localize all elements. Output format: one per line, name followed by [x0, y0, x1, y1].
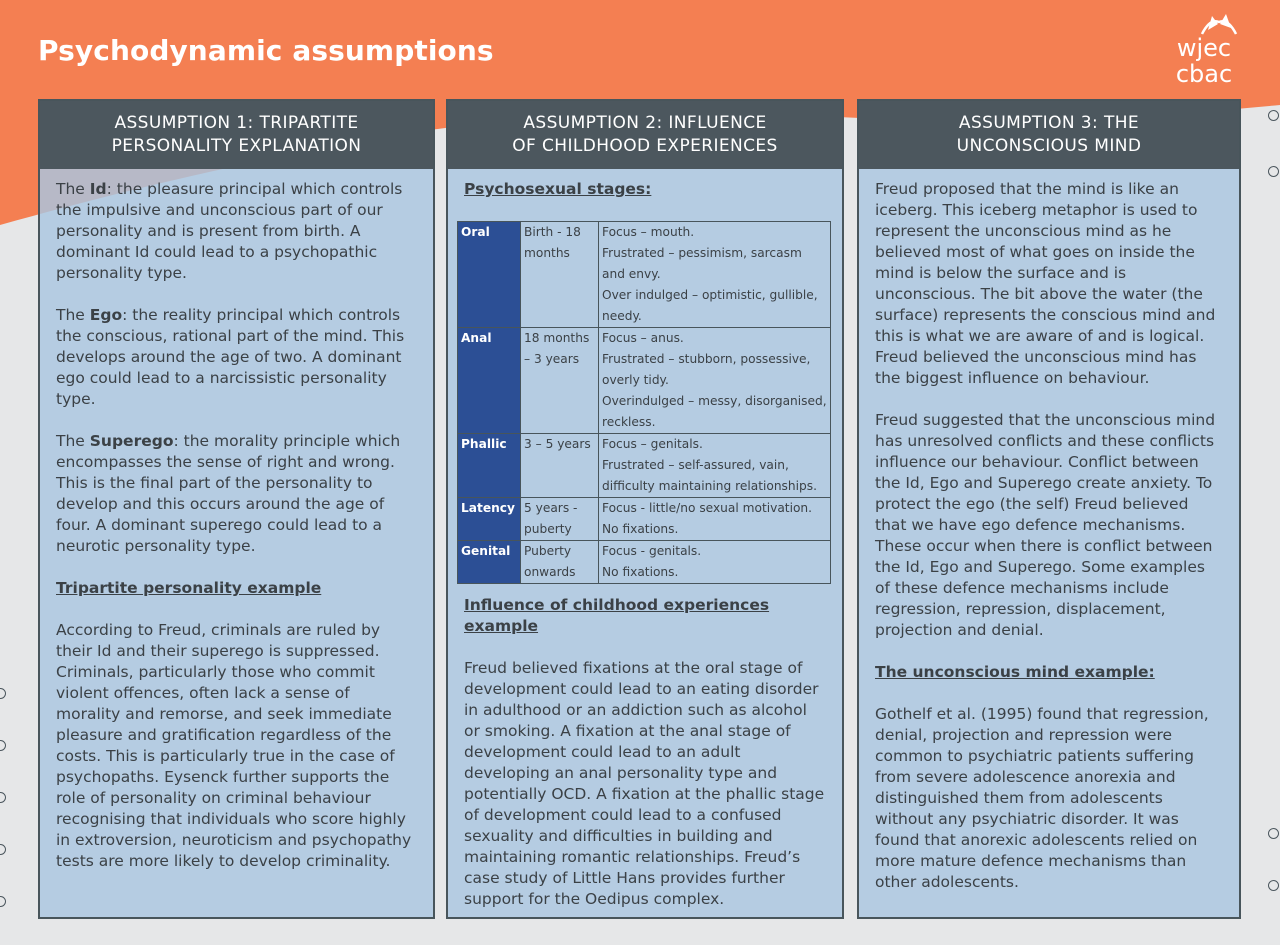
stage-focus-line: Overindulged – messy, disorganised, reckless. [602, 394, 827, 429]
superego-text: : the morality principle which encompasses the sense of right and wrong. This is the final part of the personality to develop and this occurs around the age of four. A dominant superego could lead to a neurotic personality type. [56, 432, 401, 555]
stage-focus-line: Focus - genitals. [602, 544, 702, 558]
tripartite-example-text: According to Freud, criminals are ruled by their Id and their superego is suppressed. Criminals, particularly those who commit violent offences, often lack a sense of morality and remorse, and seek immediate pleasure and gratification regardless of the costs. This is particularly true in the case of psychopaths. Eysenck further supports the role of personality on criminal behaviour recognising that individuals who score highly in extroversion, neuroticism and psychopathy tests are more likely to develop criminality. [56, 621, 412, 870]
assumption-1-body [40, 169, 433, 872]
assumption-3-heading [859, 101, 1239, 169]
assumption-3-body [859, 169, 1239, 893]
conflict-paragraph: Freud suggested that the unconscious mind has unresolved conflicts and these conflicts influence our behaviour. Conflict between the Id, Ego and Superego create anxiety. To protect the ego (the self) Freud believed that we have ego defence mechanisms. These occur when there is conflict between the Id, Ego and Superego. Some examples of these defence mechanisms include regression, repression, displacement, projection and denial. [875, 411, 1216, 639]
stage-row [458, 434, 831, 498]
decorative-dot [1268, 166, 1279, 177]
logo-text-cbac: cbac [1175, 60, 1233, 88]
decorative-dot [1268, 110, 1279, 121]
heading-line: PERSONALITY EXPLANATION [111, 136, 362, 156]
stage-focus-line: Focus – genitals. [602, 437, 703, 451]
stage-name: Anal [458, 328, 521, 434]
childhood-example-text: Freud believed fixations at the oral stage of development could lead to an eating disorder in adulthood or an addiction such as alcohol or smoking. A fixation at the anal stage of development could lead to an adult developing an anal personality type and potentially OCD. A fixation at the phallic stage of development could lead to a confused sexuality and difficulties in building and maintaining romantic relationships. Freud’s case study of Little Hans provides further support for the Oedipus complex. [464, 659, 825, 908]
assumption-3-panel [857, 99, 1241, 919]
id-prefix: The [56, 180, 90, 198]
stage-focus [599, 541, 831, 584]
stage-name: Phallic [458, 434, 521, 498]
ego-text: : the reality principal which controls the conscious, rational part of the mind. This develops around the age of two. A dominant ego could lead to a narcissistic personality type. [56, 306, 405, 408]
childhood-example-heading: Influence of childhood experiences example [464, 596, 770, 635]
superego-prefix: The [56, 432, 90, 450]
stage-row [458, 328, 831, 434]
unconscious-example-heading: The unconscious mind example: [875, 663, 1155, 681]
stage-row [458, 222, 831, 328]
stage-name: Genital [458, 541, 521, 584]
assumption-1-heading [40, 101, 433, 169]
superego-term: Superego [89, 432, 174, 450]
assumption-2-panel [446, 99, 844, 919]
stage-focus-line: Over indulged – optimistic, gullible, needy. [602, 288, 818, 323]
heading-line: OF CHILDHOOD EXPERIENCES [512, 136, 778, 156]
stage-focus-line: Focus - little/no sexual motivation. [602, 501, 813, 515]
heading-line: ASSUMPTION 2: INFLUENCE [523, 113, 767, 133]
decorative-dot [1268, 880, 1279, 891]
stage-focus-line: No fixations. [602, 565, 679, 579]
stage-age: 18 months – 3 years [521, 328, 599, 434]
id-paragraph [56, 179, 417, 284]
stage-age: Puberty onwards [521, 541, 599, 584]
stage-focus-line: No fixations. [602, 522, 679, 536]
logo-text-wjec: wjec [1176, 34, 1232, 62]
stage-age: 3 – 5 years [521, 434, 599, 498]
stage-focus [599, 498, 831, 541]
ego-prefix: The [56, 306, 90, 324]
stage-age: 5 years - puberty [521, 498, 599, 541]
stage-focus-line: Focus – anus. [602, 331, 684, 345]
tripartite-example-heading: Tripartite personality example [56, 579, 322, 597]
stage-name: Oral [458, 222, 521, 328]
id-term: Id [89, 180, 107, 198]
heading-line: UNCONSCIOUS MIND [956, 136, 1142, 156]
unconscious-example-text: Gothelf et al. (1995) found that regression, denial, projection and repression were common to psychiatric patients suffering from severe adolescence anorexia and distinguished them from adolescents without any psychiatric disorder. It was found that anorexic adolescents relied on more mature defence mechanisms than other adolescents. [875, 705, 1209, 891]
stage-age: Birth - 18 months [521, 222, 599, 328]
stage-focus-line: Focus – mouth. [602, 225, 695, 239]
stage-focus [599, 434, 831, 498]
heading-line: ASSUMPTION 1: TRIPARTITE [114, 113, 359, 133]
iceberg-paragraph: Freud proposed that the mind is like an iceberg. This iceberg metaphor is used to represent the unconscious mind as he believed most of what goes on inside the mind is below the surface and is unconscious. The bit above the water (the surface) represents the conscious mind and this is what we are aware of and is logical. Freud believed the unconscious mind has the biggest influence on behaviour. [875, 180, 1216, 387]
stage-focus-line: Frustrated – self-assured, vain, difficulty maintaining relationships. [602, 458, 817, 493]
heading-line: ASSUMPTION 3: THE [958, 113, 1140, 133]
stage-name: Latency [458, 498, 521, 541]
assumption-1-panel [38, 99, 435, 919]
assumption-2-body [448, 169, 842, 910]
wjec-cbac-logo [1168, 12, 1240, 86]
assumption-2-heading [448, 101, 842, 169]
psychosexual-stages-table [457, 221, 831, 584]
ego-paragraph [56, 305, 417, 410]
decorative-dot [1268, 828, 1279, 839]
stage-focus [599, 328, 831, 434]
stage-row [458, 498, 831, 541]
page-title: Psychodynamic assumptions [38, 34, 494, 67]
stage-row [458, 541, 831, 584]
stage-focus-line: Frustrated – stubborn, possessive, overly tidy. [602, 352, 811, 387]
id-text: : the pleasure principal which controls the impulsive and unconscious part of our personality and is present from birth. A dominant Id could lead to a psychopathic personality type. [56, 180, 403, 282]
ego-term: Ego [89, 306, 123, 324]
stage-focus [599, 222, 831, 328]
stage-focus-line: Frustrated – pessimism, sarcasm and envy. [602, 246, 802, 281]
superego-paragraph [56, 431, 417, 557]
psychosexual-stages-heading: Psychosexual stages: [464, 180, 652, 198]
